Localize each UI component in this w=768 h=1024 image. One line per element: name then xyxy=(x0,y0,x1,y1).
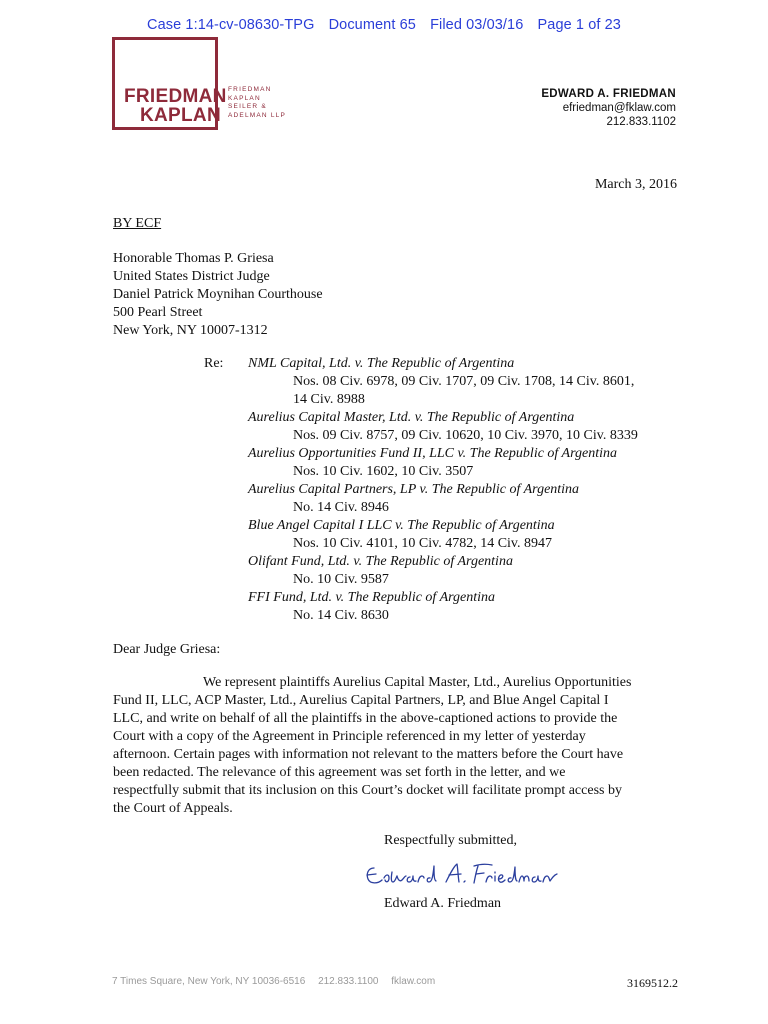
addressee-line: Daniel Patrick Moynihan Courthouse xyxy=(113,287,323,302)
document-id: 3169512.2 xyxy=(627,976,678,990)
footer-phone: 212.833.1100 xyxy=(318,976,379,987)
case-numbers: Nos. 10 Civ. 4101, 10 Civ. 4782, 14 Civ. 8947 xyxy=(293,536,553,551)
stamp-case: Case 1:14-cv-08630-TPG xyxy=(147,17,315,33)
sender-block xyxy=(541,87,676,129)
body-paragraph xyxy=(113,674,631,818)
body-line: the Court of Appeals. xyxy=(113,801,233,816)
addressee-line: New York, NY 10007-1312 xyxy=(113,323,268,338)
case-numbers: No. 10 Civ. 9587 xyxy=(293,572,389,587)
stamp-document: Document 65 xyxy=(328,17,416,33)
sender-name: EDWARD A. FRIEDMAN xyxy=(541,88,676,100)
case-caption: Aurelius Capital Master, Ltd. v. The Republic of Argentina xyxy=(248,410,575,425)
footer-address: 7 Times Square, New York, NY 10036-6516 xyxy=(112,976,306,987)
letter-date: March 3, 2016 xyxy=(594,177,677,192)
case-caption: Aurelius Opportunities Fund II, LLC v. The Republic of Argentina xyxy=(248,446,618,461)
body-line: LLC, and write on behalf of all the plaintiffs in the above-captioned actions to provide the xyxy=(113,711,618,726)
addressee-block xyxy=(113,250,323,340)
addressee-line: United States District Judge xyxy=(113,269,270,284)
body-line: respectfully submit that its inclusion on this Court’s docket will facilitate prompt access by xyxy=(113,783,622,798)
logo-word-friedman: FRIEDMAN xyxy=(124,86,227,107)
logo-subtitle: FRIEDMAN KAPLAN SEILER & ADELMAN LLP xyxy=(228,86,286,119)
case-numbers: Nos. 10 Civ. 1602, 10 Civ. 3507 xyxy=(293,464,474,479)
body-line: We represent plaintiffs Aurelius Capital Master, Ltd., Aurelius Opportunities xyxy=(203,675,632,690)
closing: Respectfully submitted, xyxy=(384,833,517,848)
body-line: been redacted. The relevance of this agreement was set forth in the letter, and we xyxy=(113,765,566,780)
signer-name: Edward A. Friedman xyxy=(384,896,502,911)
case-numbers: Nos. 09 Civ. 8757, 09 Civ. 10620, 10 Civ. 3970, 10 Civ. 8339 xyxy=(293,428,638,443)
body-line: afternoon. Certain pages with information not relevant to the matters before the Court have xyxy=(113,747,624,762)
footer-website: fklaw.com xyxy=(391,976,436,987)
re-case-list xyxy=(248,355,638,625)
addressee-line: 500 Pearl Street xyxy=(113,305,203,320)
case-caption: Olifant Fund, Ltd. v. The Republic of Argentina xyxy=(248,554,513,569)
addressee-line: Honorable Thomas P. Griesa xyxy=(113,251,274,266)
case-caption: Aurelius Capital Partners, LP v. The Republic of Argentina xyxy=(248,482,580,497)
sender-phone: 212.833.1102 xyxy=(606,116,676,128)
body-line: Court with a copy of the Agreement in Principle referenced in my letter of yesterday xyxy=(113,729,586,744)
footer-address-line xyxy=(112,976,445,987)
body-line: Fund II, LLC, ACP Master, Ltd., Aurelius Capital Partners, LP, and Blue Angel Capital I xyxy=(113,693,609,708)
case-numbers: Nos. 08 Civ. 6978, 09 Civ. 1707, 09 Civ. 1708, 14 Civ. 8601, xyxy=(293,374,635,389)
sender-email: efriedman@fklaw.com xyxy=(562,102,676,114)
re-label: Re: xyxy=(204,356,224,371)
stamp-page: Page 1 of 23 xyxy=(537,17,621,33)
case-caption: NML Capital, Ltd. v. The Republic of Argentina xyxy=(248,356,515,371)
logo-word-kaplan: KAPLAN xyxy=(140,105,221,126)
case-caption: FFI Fund, Ltd. v. The Republic of Argentina xyxy=(248,590,496,605)
delivery-method: BY ECF xyxy=(113,216,162,231)
ecf-header-stamp xyxy=(0,17,768,33)
case-numbers: No. 14 Civ. 8946 xyxy=(293,500,389,515)
case-numbers: 14 Civ. 8988 xyxy=(293,392,365,407)
case-numbers: No. 14 Civ. 8630 xyxy=(293,608,389,623)
handwritten-signature xyxy=(360,858,560,892)
salutation: Dear Judge Griesa: xyxy=(113,642,221,657)
case-caption: Blue Angel Capital I LLC v. The Republic of Argentina xyxy=(248,518,555,533)
stamp-filed: Filed 03/03/16 xyxy=(430,17,524,33)
